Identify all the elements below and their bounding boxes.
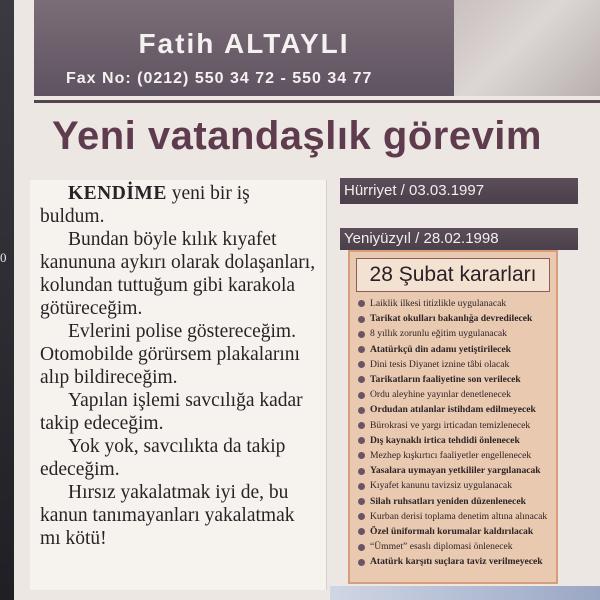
decision-text: 8 yıllık zorunlu eğitim uygulanacak (370, 328, 507, 340)
bullet-icon (358, 331, 365, 338)
article-paragraph: Yok yok, savcılıkta da takip edeceğim. (40, 436, 286, 480)
decision-text: Ordu aleyhine yayınlar denetlenecek (370, 389, 511, 401)
decisions-list (350, 296, 556, 570)
decision-text: Yasalara uymayan yetkililer yargılanacak (370, 465, 541, 477)
article-column (30, 180, 327, 590)
decision-text: Dış kaynaklı irtica tehdidi önlenecek (370, 434, 520, 446)
decision-text: Tarikat okulları bakanlığa devredilecek (370, 313, 533, 325)
author-banner (34, 0, 454, 96)
decision-item (358, 326, 552, 341)
decision-text: Silah ruhsatları yeniden düzenlenecek (370, 495, 526, 507)
decision-item (358, 402, 552, 417)
decision-text: Kıyafet kanunu tavizsiz uygulanacak (370, 480, 512, 492)
author-photo (454, 0, 600, 96)
bullet-icon (358, 437, 365, 444)
bullet-icon (358, 376, 365, 383)
decision-text: Laiklik ilkesi titizlikle uygulanacak (370, 298, 507, 309)
decision-item (358, 311, 552, 326)
lead-word: KENDİME (68, 183, 167, 204)
decision-item (358, 539, 552, 554)
header-rule (34, 100, 600, 103)
decision-item (358, 387, 552, 402)
decision-item (358, 448, 552, 463)
decisions-title-frame (356, 258, 550, 292)
fax-number: Fax No: (0212) 550 34 72 - 550 34 77 (66, 70, 373, 87)
bullet-icon (358, 361, 365, 368)
bullet-icon (358, 513, 365, 520)
bullet-icon (358, 498, 365, 505)
decision-item (358, 357, 552, 372)
decision-item (358, 433, 552, 448)
decision-text: Özel üniformalı korumalar kaldırılacak (370, 526, 534, 538)
source-hurriyet: Hürriyet / 03.03.1997 (340, 178, 578, 204)
decision-item (358, 372, 552, 387)
newspaper-page (14, 0, 600, 600)
decision-text: Mezhep kışkırtıcı faaliyetler engellenecek (370, 450, 532, 462)
decision-item (358, 494, 552, 509)
article-paragraph: Hırsız yakalatmak iyi de, bu kanun tanımayanları yakalatmak mı kötü! (40, 482, 295, 549)
decisions-title: 28 Şubat kararları (369, 263, 537, 286)
decision-item (358, 418, 552, 433)
article-paragraph: Evlerini polise göstereceğim. Otomobilde görürsem plakalarını alıp bildireceğim. (40, 321, 300, 388)
bullet-icon (358, 407, 365, 414)
lead-text: yeni bir iş buldum. (40, 183, 250, 227)
article-paragraph: Bundan böyle kılık kıyafet kanununa aykırı olarak dolaşanları, kolundan tuttuğum gibi karakola götüreceğim. (40, 229, 316, 319)
decision-item (358, 296, 552, 311)
decision-text: Atatürk karşıtı suçlara taviz verilmeyecek (370, 556, 543, 568)
bottom-band (330, 586, 600, 600)
left-edge-strip (0, 0, 14, 600)
decisions-box (348, 250, 558, 584)
decision-text: Atatürkçü din adamı yetiştirilecek (370, 343, 511, 355)
source-yeniyuzyil: Yeniyüzyıl / 28.02.1998 (340, 228, 578, 250)
decision-text: Dini tesis Diyanet iznine tâbi olacak (370, 358, 510, 370)
edge-marker: 0 (0, 250, 7, 265)
article-body (30, 180, 326, 550)
decision-item (358, 524, 552, 539)
decision-text: Kurban derisi toplama denetim altına alınacak (370, 510, 548, 522)
bullet-icon (358, 468, 365, 475)
author-name: Fatih ALTAYLI (138, 28, 350, 59)
decision-item (358, 509, 552, 524)
bullet-icon (358, 559, 365, 566)
bullet-icon (358, 346, 365, 353)
bullet-icon (358, 300, 365, 307)
decision-text: Ordudan atılanlar istihdam edilmeyecek (370, 404, 536, 416)
decision-text: Tarikatların faaliyetine son verilecek (370, 374, 521, 386)
bullet-icon (358, 392, 365, 399)
article-paragraph (40, 182, 318, 228)
decision-item (358, 554, 552, 569)
bullet-icon (358, 422, 365, 429)
bullet-icon (358, 452, 365, 459)
bullet-icon (358, 483, 365, 490)
decision-item (358, 463, 552, 478)
decision-text: Bürokrasi ve yargı irticadan temizlenecek (370, 419, 531, 431)
decision-text: “Ümmet” esaslı diplomasi önlenecek (370, 541, 513, 553)
bullet-icon (358, 544, 365, 551)
bullet-icon (358, 528, 365, 535)
headline: Yeni vatandaşlık görevim (52, 114, 542, 158)
decision-item (358, 478, 552, 493)
decision-item (358, 342, 552, 357)
bullet-icon (358, 316, 365, 323)
article-paragraph: Yapılan işlemi savcılığa kadar takip edeceğim. (40, 390, 303, 434)
